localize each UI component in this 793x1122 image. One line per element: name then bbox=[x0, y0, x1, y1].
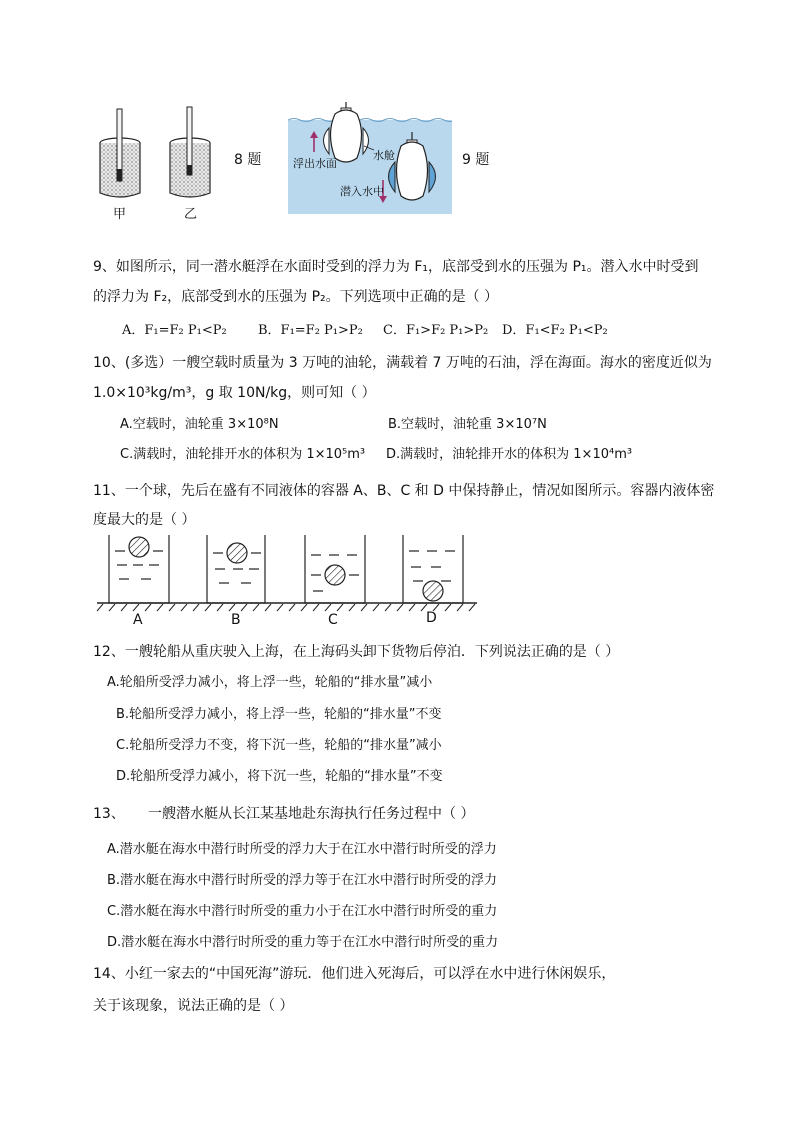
figure-8-label-jia: 甲 bbox=[113, 207, 127, 222]
q11-stem-line2: 度最大的是（ ） bbox=[93, 512, 196, 528]
container-a bbox=[109, 535, 169, 603]
q14-stem-line2: 关于该现象，说法正确的是（ ） bbox=[93, 998, 294, 1014]
beaker-yi bbox=[170, 107, 210, 197]
q12-option-c: C.轮船所受浮力不变，将下沉一些，轮船的“排水量”减小 bbox=[116, 738, 442, 753]
container-c bbox=[305, 535, 365, 603]
q12-option-b: B.轮船所受浮力减小，将上浮一些，轮船的“排水量”不变 bbox=[116, 707, 442, 722]
q13-option-a: A.潜水艇在海水中潜行时所受的浮力大于在江水中潜行时所受的浮力 bbox=[107, 842, 497, 857]
q9-stem-line2: 的浮力为 F₂，底部受到水的压强为 P₂。下列选项中正确的是（ ） bbox=[93, 289, 499, 305]
q9-option-b: B．F₁=F₂ P₁>P₂ bbox=[258, 323, 363, 338]
q10-option-c: C.满载时，油轮排开水的体积为 1×10⁵m³ bbox=[120, 447, 366, 462]
figure-9-float-label: 浮出水面 bbox=[293, 157, 337, 170]
q12-option-a: A.轮船所受浮力减小，将上浮一些，轮船的“排水量”减小 bbox=[107, 675, 433, 690]
q9-option-d: D．F₁<F₂ P₁<P₂ bbox=[502, 323, 608, 338]
beaker-jia bbox=[100, 109, 140, 197]
container-b bbox=[207, 535, 265, 603]
container-d bbox=[403, 535, 463, 603]
figure-11-label-c: C bbox=[328, 612, 338, 628]
q9-option-c: C．F₁>F₂ P₁>P₂ bbox=[383, 323, 489, 338]
figure-11-label-b: B bbox=[231, 612, 241, 628]
q11-stem-line1: 11、一个球，先后在盛有不同液体的容器 A、B、C 和 D 中保持静止，情况如图所示。容器内液体密 bbox=[93, 483, 715, 499]
figure-8-label-yi: 乙 bbox=[184, 207, 198, 222]
q13-stem: 一艘潜水艇从长江某基地赴东海执行任务过程中（ ） bbox=[148, 806, 475, 822]
figure-11-label-a: A bbox=[133, 612, 143, 628]
figure-9-caption: 9 题 bbox=[462, 152, 490, 168]
q12-option-d: D.轮船所受浮力减小，将下沉一些，轮船的“排水量”不变 bbox=[116, 769, 443, 784]
q10-option-d: D.满载时，油轮排开水的体积为 1×10⁴m³ bbox=[386, 447, 633, 462]
q13-option-d: D.潜水艇在海水中潜行时所受的重力等于在江水中潜行时所受的重力 bbox=[107, 935, 499, 950]
figure-11-containers bbox=[95, 533, 480, 613]
q13-option-c: C.潜水艇在海水中潜行时所受的重力小于在江水中潜行时所受的重力 bbox=[107, 904, 498, 919]
q13-option-b: B.潜水艇在海水中潜行时所受的浮力等于在江水中潜行时所受的浮力 bbox=[107, 873, 498, 888]
figure-11-label-d: D bbox=[426, 610, 437, 626]
figure-8-caption: 8 题 bbox=[234, 152, 262, 168]
q14-stem-line1: 14、小红一家去的“中国死海”游玩．他们进入死海后，可以浮在水中进行休闲娱乐， bbox=[93, 966, 616, 982]
q9-option-a: A．F₁=F₂ P₁<P₂ bbox=[122, 323, 227, 338]
figure-9-dive-label: 潜入水中 bbox=[340, 185, 384, 198]
q10-stem-line2: 1.0×10³kg/m³，g 取 10N/kg，则可知（ ） bbox=[93, 385, 376, 401]
figure-9-tank-label: 水舱 bbox=[373, 149, 395, 162]
q13-number: 13、 bbox=[93, 806, 125, 822]
q10-option-b: B.空载时，油轮重 3×10⁷N bbox=[388, 417, 547, 432]
q10-stem-line1: 10、(多选）一艘空载时质量为 3 万吨的油轮，满载着 7 万吨的石油，浮在海面。海水的密度近似为 bbox=[93, 355, 712, 371]
q10-option-a: A.空载时，油轮重 3×10⁸N bbox=[120, 417, 279, 432]
q12-stem: 12、一艘轮船从重庆驶入上海，在上海码头卸下货物后停泊．下列说法正确的是（ ） bbox=[93, 644, 620, 660]
q9-stem-line1: 9、如图所示，同一潜水艇浮在水面时受到的浮力为 F₁，底部受到水的压强为 P₁。潜入水中时受到 bbox=[93, 259, 699, 275]
